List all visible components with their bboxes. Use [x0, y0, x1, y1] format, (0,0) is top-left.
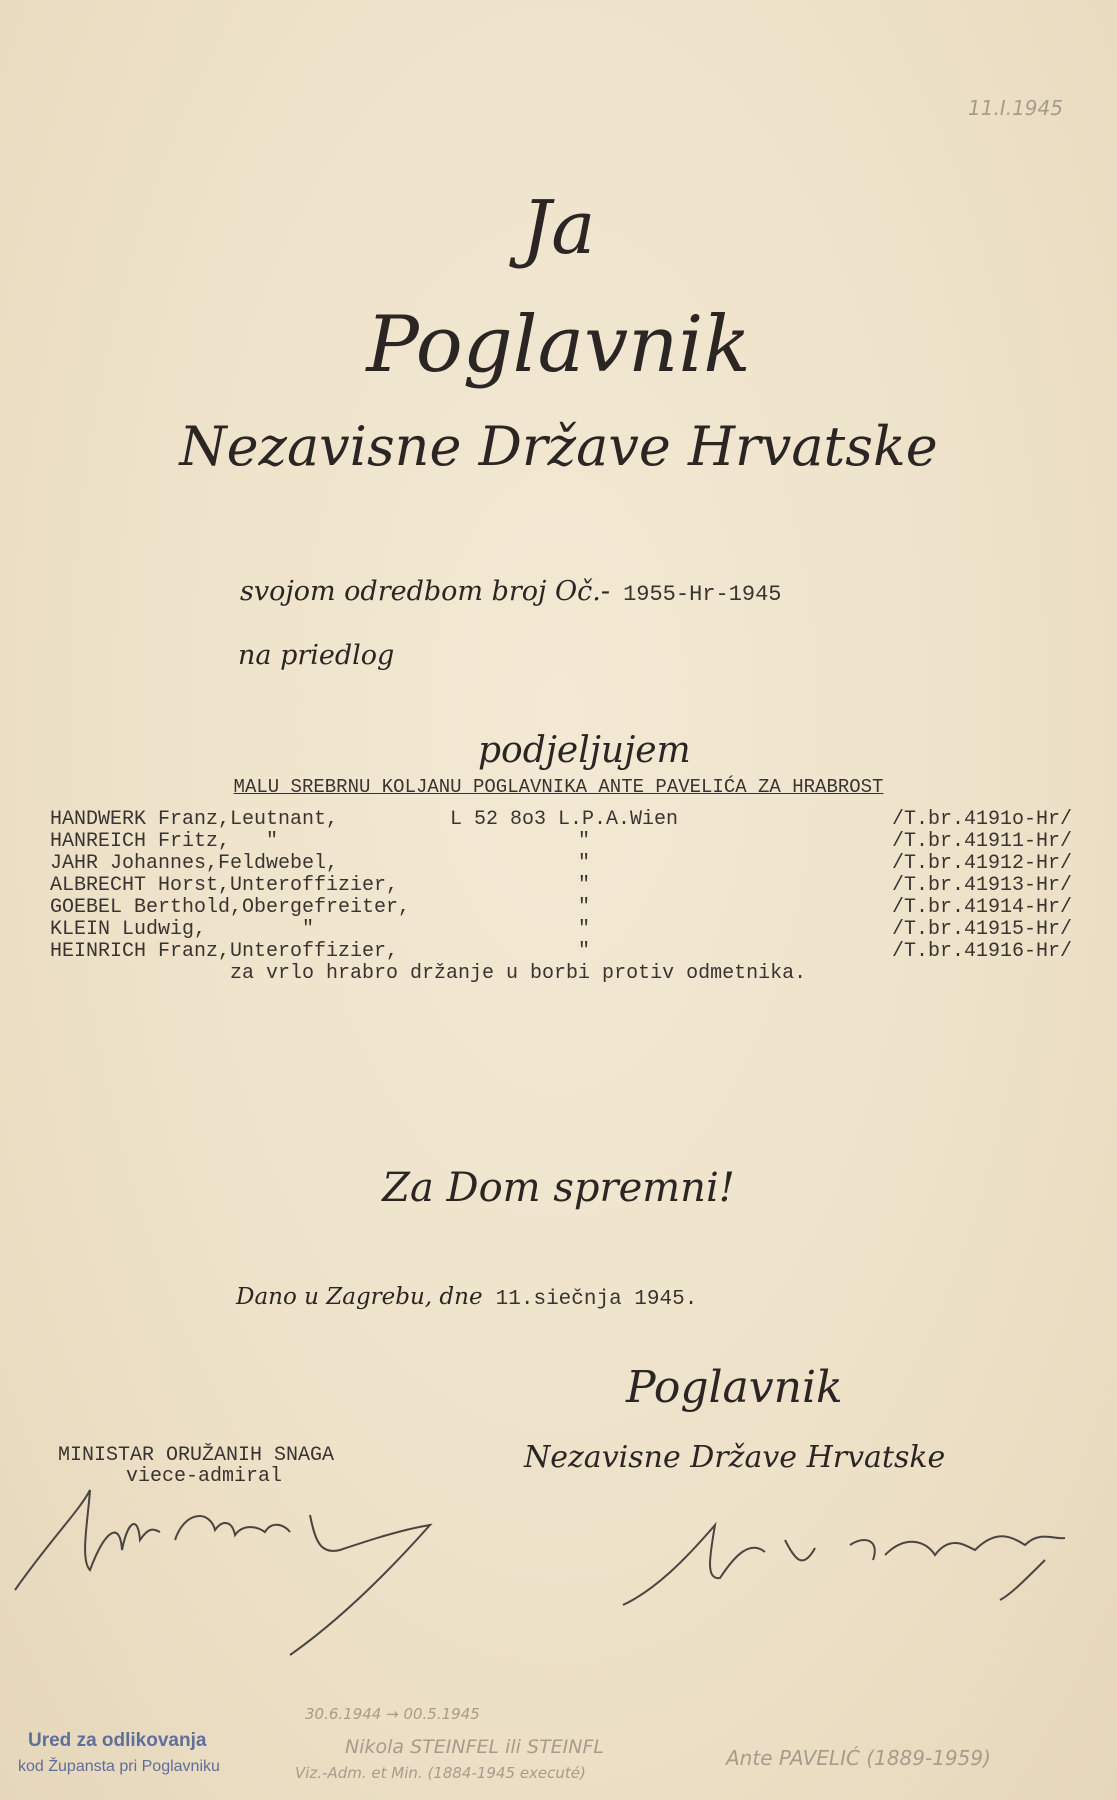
office-stamp-line2: kod Župansta pri Poglavniku	[18, 1758, 220, 1775]
office-stamp-line1: Ured za odlikovanja	[28, 1730, 207, 1751]
award-verb: podjeljujem	[478, 730, 691, 771]
heading-state: Nezavisne Države Hrvatske	[179, 415, 938, 478]
recipient-row	[50, 852, 1108, 874]
minister-signature-drawing	[10, 1470, 460, 1660]
recipient-row	[50, 830, 1108, 852]
recipient-ref: /T.br.41913-Hr/	[892, 874, 1073, 897]
recipient-unit: "	[578, 896, 591, 919]
proposal-label: na priedlog	[238, 640, 395, 671]
salute: Za Dom spremni!	[382, 1165, 735, 1211]
award-title: MALU SREBRNU KOLJANU POGLAVNIKA ANTE PAVELIĆA ZA HRABROST	[233, 776, 884, 798]
recipient-row	[50, 918, 1108, 940]
recipient-name: ALBRECHT Horst,Unteroffizier,	[50, 874, 399, 897]
decree-line	[240, 576, 782, 607]
given-line	[236, 1284, 697, 1311]
recipient-row	[50, 940, 1108, 962]
pencil-role: Viz.-Adm. et Min. (1884-1945 executé)	[295, 1764, 586, 1782]
heading-poglavnik: Poglavnik	[366, 300, 751, 390]
recipient-row	[50, 874, 1108, 896]
signature-left-subtitle: viece-admiral	[126, 1465, 283, 1488]
given-date: 11.siečnja 1945.	[495, 1288, 698, 1311]
recipient-unit: "	[578, 874, 591, 897]
pencil-name: Nikola STEINFEL ili STEINFL	[345, 1736, 605, 1758]
corner-date: 11.I.1945	[968, 96, 1063, 120]
recipient-row	[50, 896, 1108, 918]
decree-number: 1955-Hr-1945	[623, 582, 782, 607]
reason-text: za vrlo hrabro držanje u borbi protiv odmetnika.	[230, 962, 807, 985]
recipient-ref: /T.br.4191o-Hr/	[892, 808, 1073, 831]
given-label: Dano u Zagrebu, dne	[236, 1284, 483, 1310]
signature-left-title: MINISTAR ORUŽANIH SNAGA	[58, 1444, 335, 1467]
recipient-unit: "	[578, 918, 591, 941]
recipient-ref: /T.br.41916-Hr/	[892, 940, 1073, 963]
recipient-unit: L 52 8o3 L.P.A.Wien	[450, 808, 679, 831]
recipient-name: GOEBEL Berthold,Obergefreiter,	[50, 896, 411, 919]
pencil-pavelic: Ante PAVELIĆ (1889-1959)	[726, 1746, 991, 1770]
recipient-ref: /T.br.41915-Hr/	[892, 918, 1073, 941]
recipient-row	[50, 808, 1108, 830]
recipient-ref: /T.br.41914-Hr/	[892, 896, 1073, 919]
recipient-name: HEINRICH Franz,Unteroffizier,	[50, 940, 399, 963]
recipient-ref: /T.br.41911-Hr/	[892, 830, 1073, 853]
pencil-dates: 30.6.1944 → 00.5.1945	[305, 1705, 480, 1723]
poglavnik-signature-drawing	[615, 1500, 1075, 1620]
signature-right-title: Poglavnik	[626, 1362, 843, 1413]
recipient-name: JAHR Johannes,Feldwebel,	[50, 852, 339, 875]
signature-right-subtitle: Nezavisne Države Hrvatske	[524, 1440, 946, 1475]
recipient-unit: "	[578, 852, 591, 875]
recipient-name: HANDWERK Franz,Leutnant,	[50, 808, 339, 831]
decree-label: svojom odredbom broj Oč.-	[240, 576, 610, 607]
heading-ja: Ja	[521, 185, 596, 271]
recipient-name: HANREICH Fritz, "	[50, 830, 279, 853]
recipient-name: KLEIN Ludwig, "	[50, 918, 315, 941]
recipient-unit: "	[578, 940, 591, 963]
recipient-ref: /T.br.41912-Hr/	[892, 852, 1073, 875]
recipient-unit: "	[578, 830, 591, 853]
